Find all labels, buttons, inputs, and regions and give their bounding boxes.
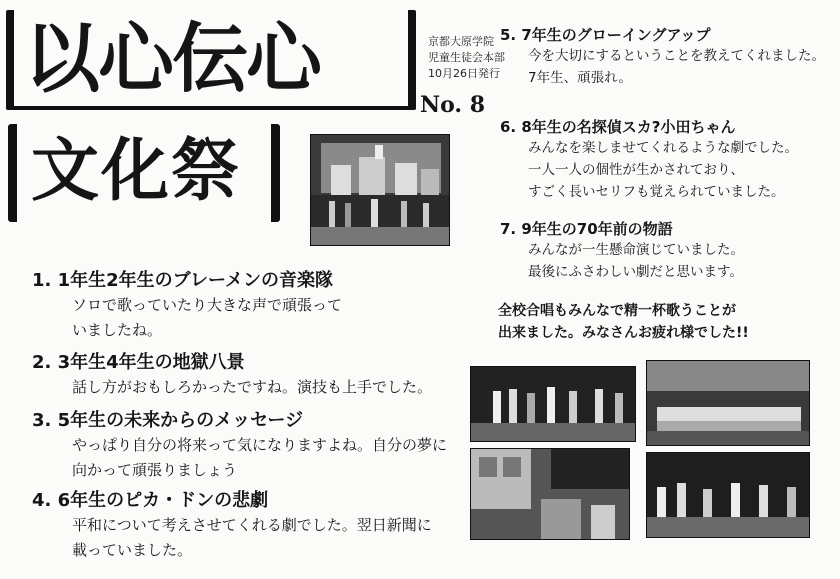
closing-message — [498, 300, 833, 344]
left-section-2 — [32, 350, 462, 400]
section-text: 話し方がおもしろかったですね。演技も上手でした。 — [72, 378, 433, 396]
school-name: 京都大原学院 — [428, 35, 494, 48]
section-heading: 2. 3年生4年生の地獄八景 — [32, 352, 245, 373]
section-text: みんなが一生懸命演じていました。 — [528, 242, 744, 258]
section-text: みんなを楽しませてくれるような劇でした。 — [528, 140, 798, 156]
closing-line: 出来ました。みなさんお疲れ様でした!! — [498, 325, 749, 341]
left-section-3 — [32, 408, 462, 483]
photo-performers-graphic — [647, 453, 810, 538]
section-text: ソロで歌っていたり大きな声で頑張って — [72, 296, 343, 314]
right-section-5 — [500, 24, 835, 89]
section-text: 向かって頑張りましょう — [72, 461, 238, 479]
photo-performers — [646, 452, 810, 538]
section-text: いましたね。 — [72, 321, 163, 339]
issue-number: No. 8 — [420, 92, 486, 118]
stage-photo-main-graphic — [311, 135, 450, 246]
issue-date: 10月26日発行 — [428, 67, 500, 80]
section-text: 今を大切にするということを教えてくれました。 — [528, 48, 825, 64]
photo-choir-hall — [646, 360, 810, 446]
photo-classroom-scene — [470, 448, 630, 540]
section-text: やっぱり自分の将来って気になりますよね。自分の夢に — [72, 436, 448, 454]
issue-info — [428, 34, 505, 82]
section-heading: 7. 9年生の70年前の物語 — [500, 220, 673, 238]
stage-photo-main — [310, 134, 450, 246]
masthead-frame — [6, 10, 416, 110]
section-text: 最後にふさわしい劇だと思います。 — [528, 264, 743, 280]
left-section-1 — [32, 268, 452, 343]
section-text: 一人一人の個性が生かされており、 — [528, 162, 744, 178]
section-text: すごく長いセリフも覚えられていました。 — [528, 184, 785, 200]
section-text: 載っていました。 — [72, 541, 193, 559]
photo-classroom-scene-graphic — [471, 449, 630, 540]
closing-line: 全校合唱もみんなで精一杯歌うことが — [498, 303, 736, 319]
section-heading: 4. 6年生のピカ・ドンの悲劇 — [32, 490, 269, 511]
section-heading: 6. 8年生の名探偵スカ?小田ちゃん — [500, 118, 736, 136]
section-text: 平和について考えさせてくれる劇でした。翌日新聞に — [72, 516, 432, 534]
section-heading: 5. 7年生のグローイングアップ — [500, 26, 711, 44]
section-heading: 1. 1年生2年生のブレーメンの音楽隊 — [32, 270, 334, 291]
department-name: 児童生徒会本部 — [428, 51, 505, 64]
section-text: 7年生、頑張れ。 — [528, 70, 632, 86]
festival-title: 文化祭 — [31, 131, 242, 211]
right-section-6 — [500, 116, 835, 203]
newsletter-title: 以心伝心 — [24, 14, 320, 103]
section-heading: 3. 5年生の未来からのメッセージ — [32, 410, 304, 431]
photo-choir-hall-graphic — [647, 361, 810, 446]
photo-choir-stage-graphic — [471, 367, 636, 442]
festival-heading-frame — [8, 124, 280, 222]
photo-choir-stage — [470, 366, 636, 442]
left-section-4 — [32, 488, 462, 563]
right-section-7 — [500, 218, 835, 283]
